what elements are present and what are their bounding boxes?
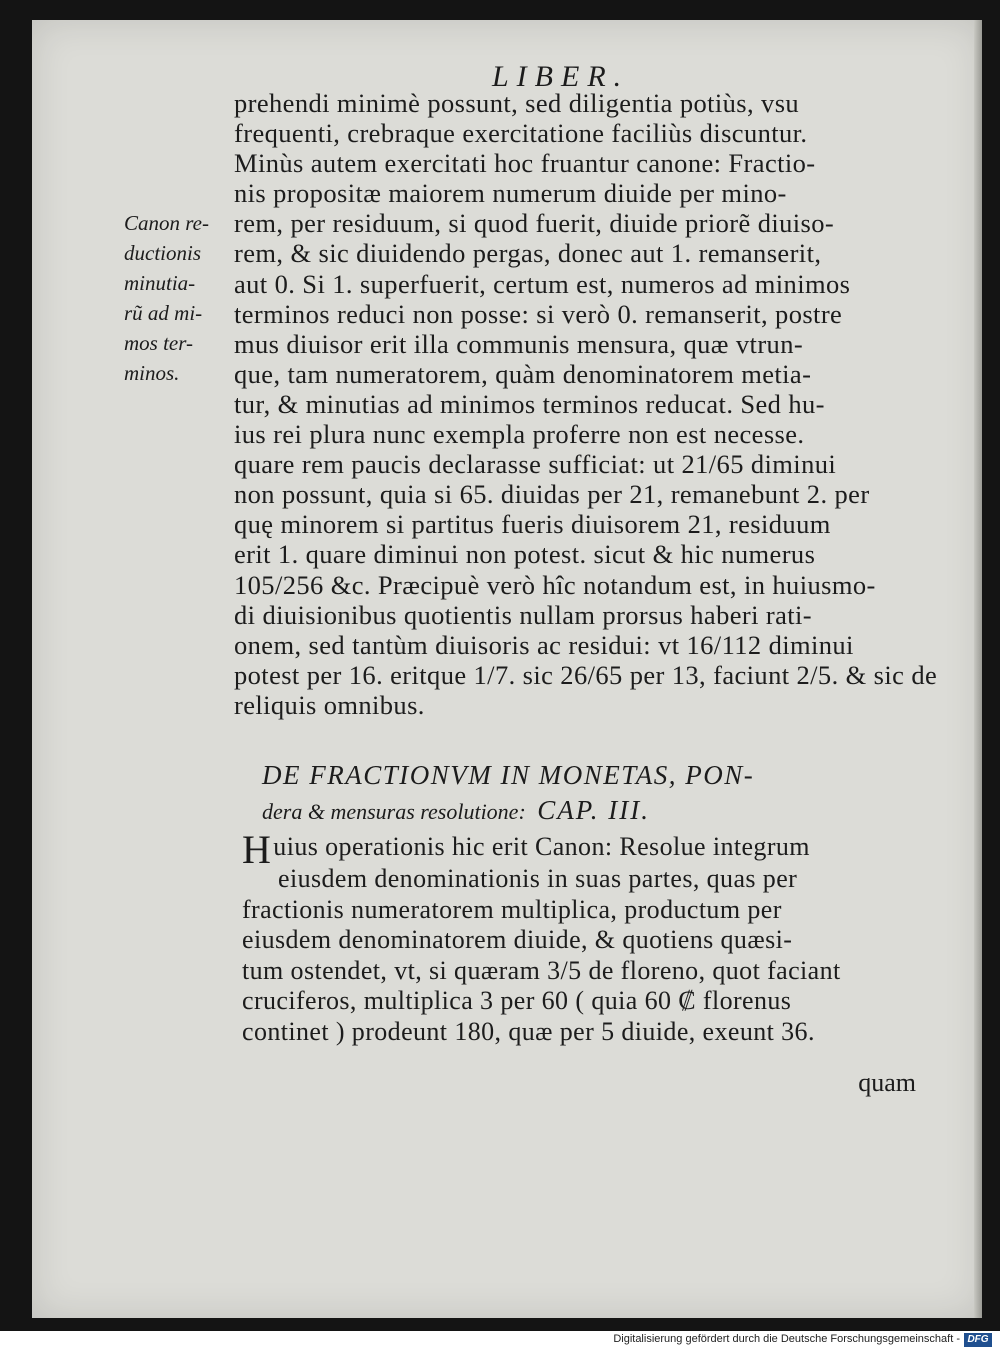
section-line: eiusdem denominationis in suas partes, quas per [278, 864, 798, 893]
body-line: aut 0. Si 1. superfuerit, certum est, numeros ad minimos [234, 268, 851, 299]
body-line: potest per 16. eritque 1/7. sic 26/65 per 13, faciunt 2/5. & sic de [234, 659, 938, 690]
chapter-heading-line-1: DE FRACTIONVM IN MONETAS, PON- [262, 760, 755, 790]
body-line: frequenti, crebraque exercitatione faciliùs discuntur. [234, 118, 808, 149]
margin-note-line: Canon re- [124, 211, 209, 235]
drop-cap: H [242, 827, 272, 872]
footer-credit: Digitalisierung gefördert durch die Deutsche Forschungsgemeinschaft - [613, 1333, 960, 1345]
margin-note-line: rũ ad mi- [124, 301, 203, 326]
section-line: fractionis numeratorem multiplica, productum per [242, 894, 782, 924]
margin-note-line: minutia- [124, 271, 196, 296]
chapter-number: CAP. III. [537, 795, 651, 825]
section-text [242, 827, 932, 1047]
margin-note-line: minos. [124, 361, 180, 386]
body-line: non possunt, quia si 65. diuidas per 21, remanebunt 2. per [234, 479, 870, 510]
body-line: rem, per residuum, si quod fuerit, diuide priorẽ diuiso- [234, 208, 835, 239]
body-line: di diuisionibus quotientis nullam prorsus haberi rati- [234, 599, 813, 630]
body-line: quare rem paucis declarasse sufficiat: ut 21/65 diminui [234, 449, 837, 480]
chapter-heading [262, 758, 922, 830]
margin-note [124, 208, 244, 389]
body-line: Minùs autem exercitati hoc fruantur canone: Fractio- [234, 148, 816, 179]
section-first-line [242, 827, 932, 872]
body-line: ius rei plura nunc exempla proferre non est necesse. [234, 419, 805, 450]
section-line: tum ostendet, vt, si quæram 3/5 de floreno, quot faciant [242, 955, 841, 985]
catchword: quam [858, 1068, 916, 1097]
body-line: rem, & sic diuidendo pergas, donec aut 1. remanserit, [234, 238, 822, 269]
body-line: prehendi minimè possunt, sed diligentia potiùs, vsu [234, 88, 800, 118]
body-line: 105/256 &c. Præcipuè verò hîc notandum est, in huiusmo- [234, 569, 876, 600]
page-edge [974, 20, 982, 1318]
body-line: onem, sed tantùm diuisoris ac residui: vt 16/112 diminui [234, 629, 854, 660]
body-line: que, tam numeratorem, quàm denominatorem metia- [234, 358, 812, 389]
margin-note-line: mos ter- [124, 331, 193, 356]
body-line: mus diuisor erit illa communis mensura, quæ vtrun- [234, 328, 804, 359]
body-line: quę minorem si partitus fueris diuisorem 21, residuum [234, 509, 831, 540]
running-head: LIBER. [492, 60, 630, 93]
section-first-line-text: uius operationis hic erit Canon: Resolue integrum [273, 832, 810, 861]
chapter-subtitle: dera & mensuras resolutione: [262, 799, 526, 824]
body-line: erit 1. quare diminui non potest. sicut & hic numerus [234, 539, 816, 570]
body-line: tur, & minutias ad minimos terminos reducat. Sed hu- [234, 388, 825, 419]
body-line: terminos reduci non posse: si verò 0. remanserit, postre [234, 298, 843, 329]
section-line: eiusdem denominatorem diuide, & quotiens quæsi- [242, 925, 793, 954]
section-line: cruciferos, multiplica 3 per 60 ( quia 60 ₡ florenus [242, 986, 792, 1015]
body-line: nis propositæ maiorem numerum diuide per mino- [234, 178, 787, 209]
chapter-heading-line-2 [262, 792, 922, 830]
body-line: reliquis omnibus. [234, 689, 425, 720]
dfg-logo-icon: DFG [964, 1333, 992, 1347]
margin-note-line: ductionis [124, 241, 201, 266]
section-line: continet ) prodeunt 180, quæ per 5 diuide, exeunt 36. [242, 1016, 815, 1046]
body-text [234, 88, 938, 720]
